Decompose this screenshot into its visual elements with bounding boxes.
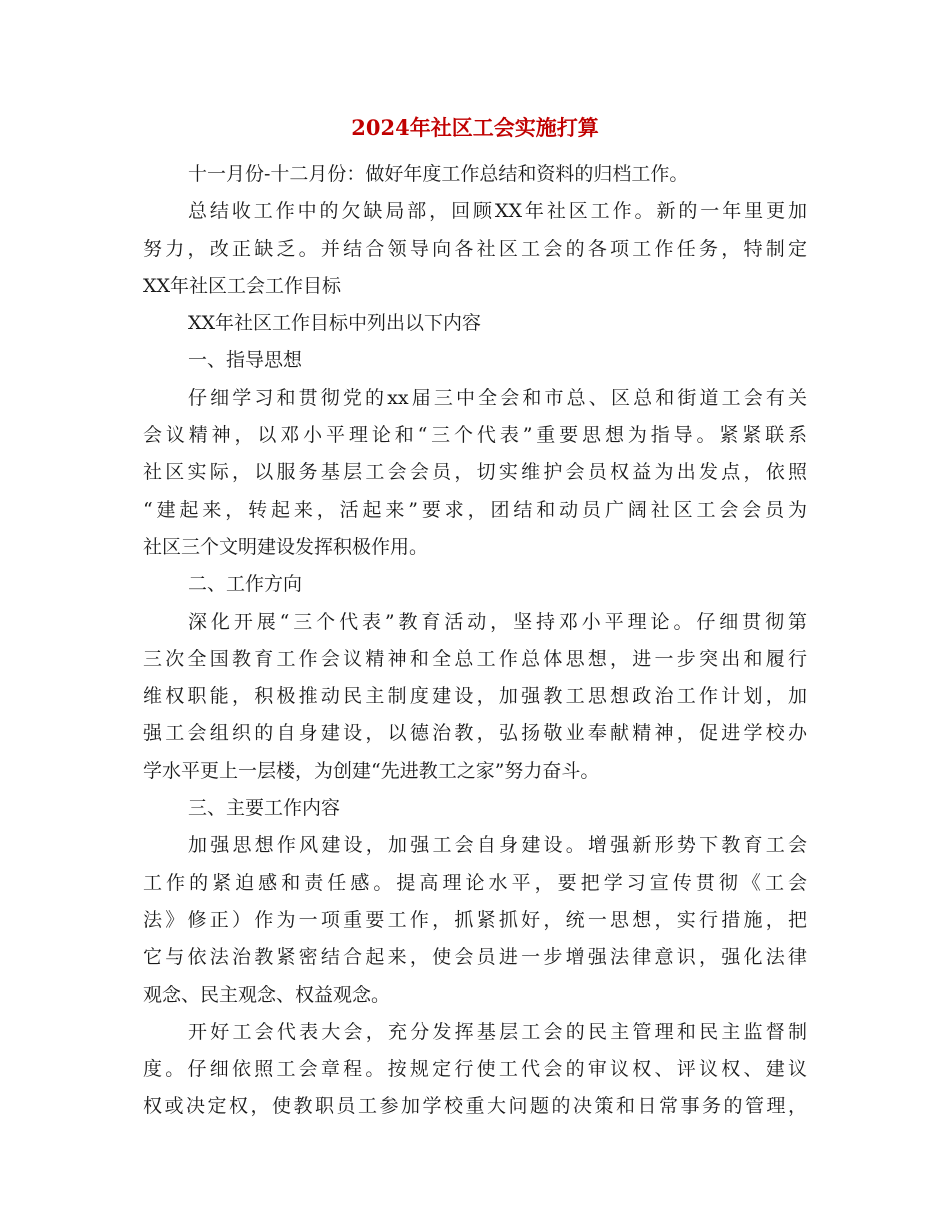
text-line: 总结收工作中的欠缺局部，回顾XX年社区工作。新的一年里更加 [188, 200, 807, 223]
text-line: 法》修正）作为一项重要工作，抓紧抓好，统一思想，实行措施，把 [143, 908, 807, 931]
text-line: 三次全国教育工作会议精神和全总工作总体思想，进一步突出和履行 [143, 647, 807, 670]
text-line: 社区实际，以服务基层工会会员，切实维护会员权益为出发点，依照 [143, 461, 807, 484]
text-line: 度。仔细依照工会章程。按规定行使工代会的审议权、评议权、建议 [143, 1058, 807, 1081]
text-line: 权或决定权，使教职员工参加学校重大问题的决策和日常事务的管理， [143, 1095, 807, 1118]
text-line: XX年社区工作目标中列出以下内容 [188, 312, 482, 335]
text-line: 一、指导思想 [188, 349, 303, 372]
text-line: 会议精神，以邓小平理论和“三个代表”重要思想为指导。紧紧联系 [143, 424, 807, 447]
text-line: XX年社区工会工作目标 [143, 274, 342, 297]
text-line: 二、工作方向 [188, 573, 303, 596]
text-line: 三、主要工作内容 [188, 797, 341, 820]
text-line: 努力，改正缺乏。并结合领导向各社区工会的各项工作任务，特制定 [143, 237, 807, 260]
text-line: 开好工会代表大会，充分发挥基层工会的民主管理和民主监督制 [188, 1020, 807, 1043]
text-line: 它与依法治教紧密结合起来，使会员进一步增强法律意识，强化法律 [143, 946, 807, 969]
text-line: 社区三个文明建设发挥积极作用。 [143, 535, 429, 558]
text-line: 深化开展“三个代表”教育活动，坚持邓小平理论。仔细贯彻第 [188, 610, 807, 633]
text-line: 工作的紧迫感和责任感。提高理论水平，要把学习宣传贯彻《工会 [143, 871, 807, 894]
document-body [143, 156, 807, 1126]
document-title: 2024年社区工会实施打算 [351, 115, 599, 140]
text-line: “建起来，转起来，活起来”要求，团结和动员广阔社区工会会员为 [143, 498, 807, 521]
text-line: 仔细学习和贯彻党的xx届三中全会和市总、区总和街道工会有关 [188, 386, 807, 409]
text-line: 强工会组织的自身建设，以德治教，弘扬敬业奉献精神，促进学校办 [143, 722, 807, 745]
text-line: 观念、民主观念、权益观念。 [143, 983, 391, 1006]
text-line: 学水平更上一层楼，为创建“先进教工之家”努力奋斗。 [143, 759, 600, 782]
text-line: 加强思想作风建设，加强工会自身建设。增强新形势下教育工会 [188, 834, 807, 857]
text-line: 十一月份-十二月份：做好年度工作总结和资料的归档工作。 [188, 163, 689, 185]
text-line: 维权职能，积极推动民主制度建设，加强教工思想政治工作计划，加 [143, 685, 807, 708]
